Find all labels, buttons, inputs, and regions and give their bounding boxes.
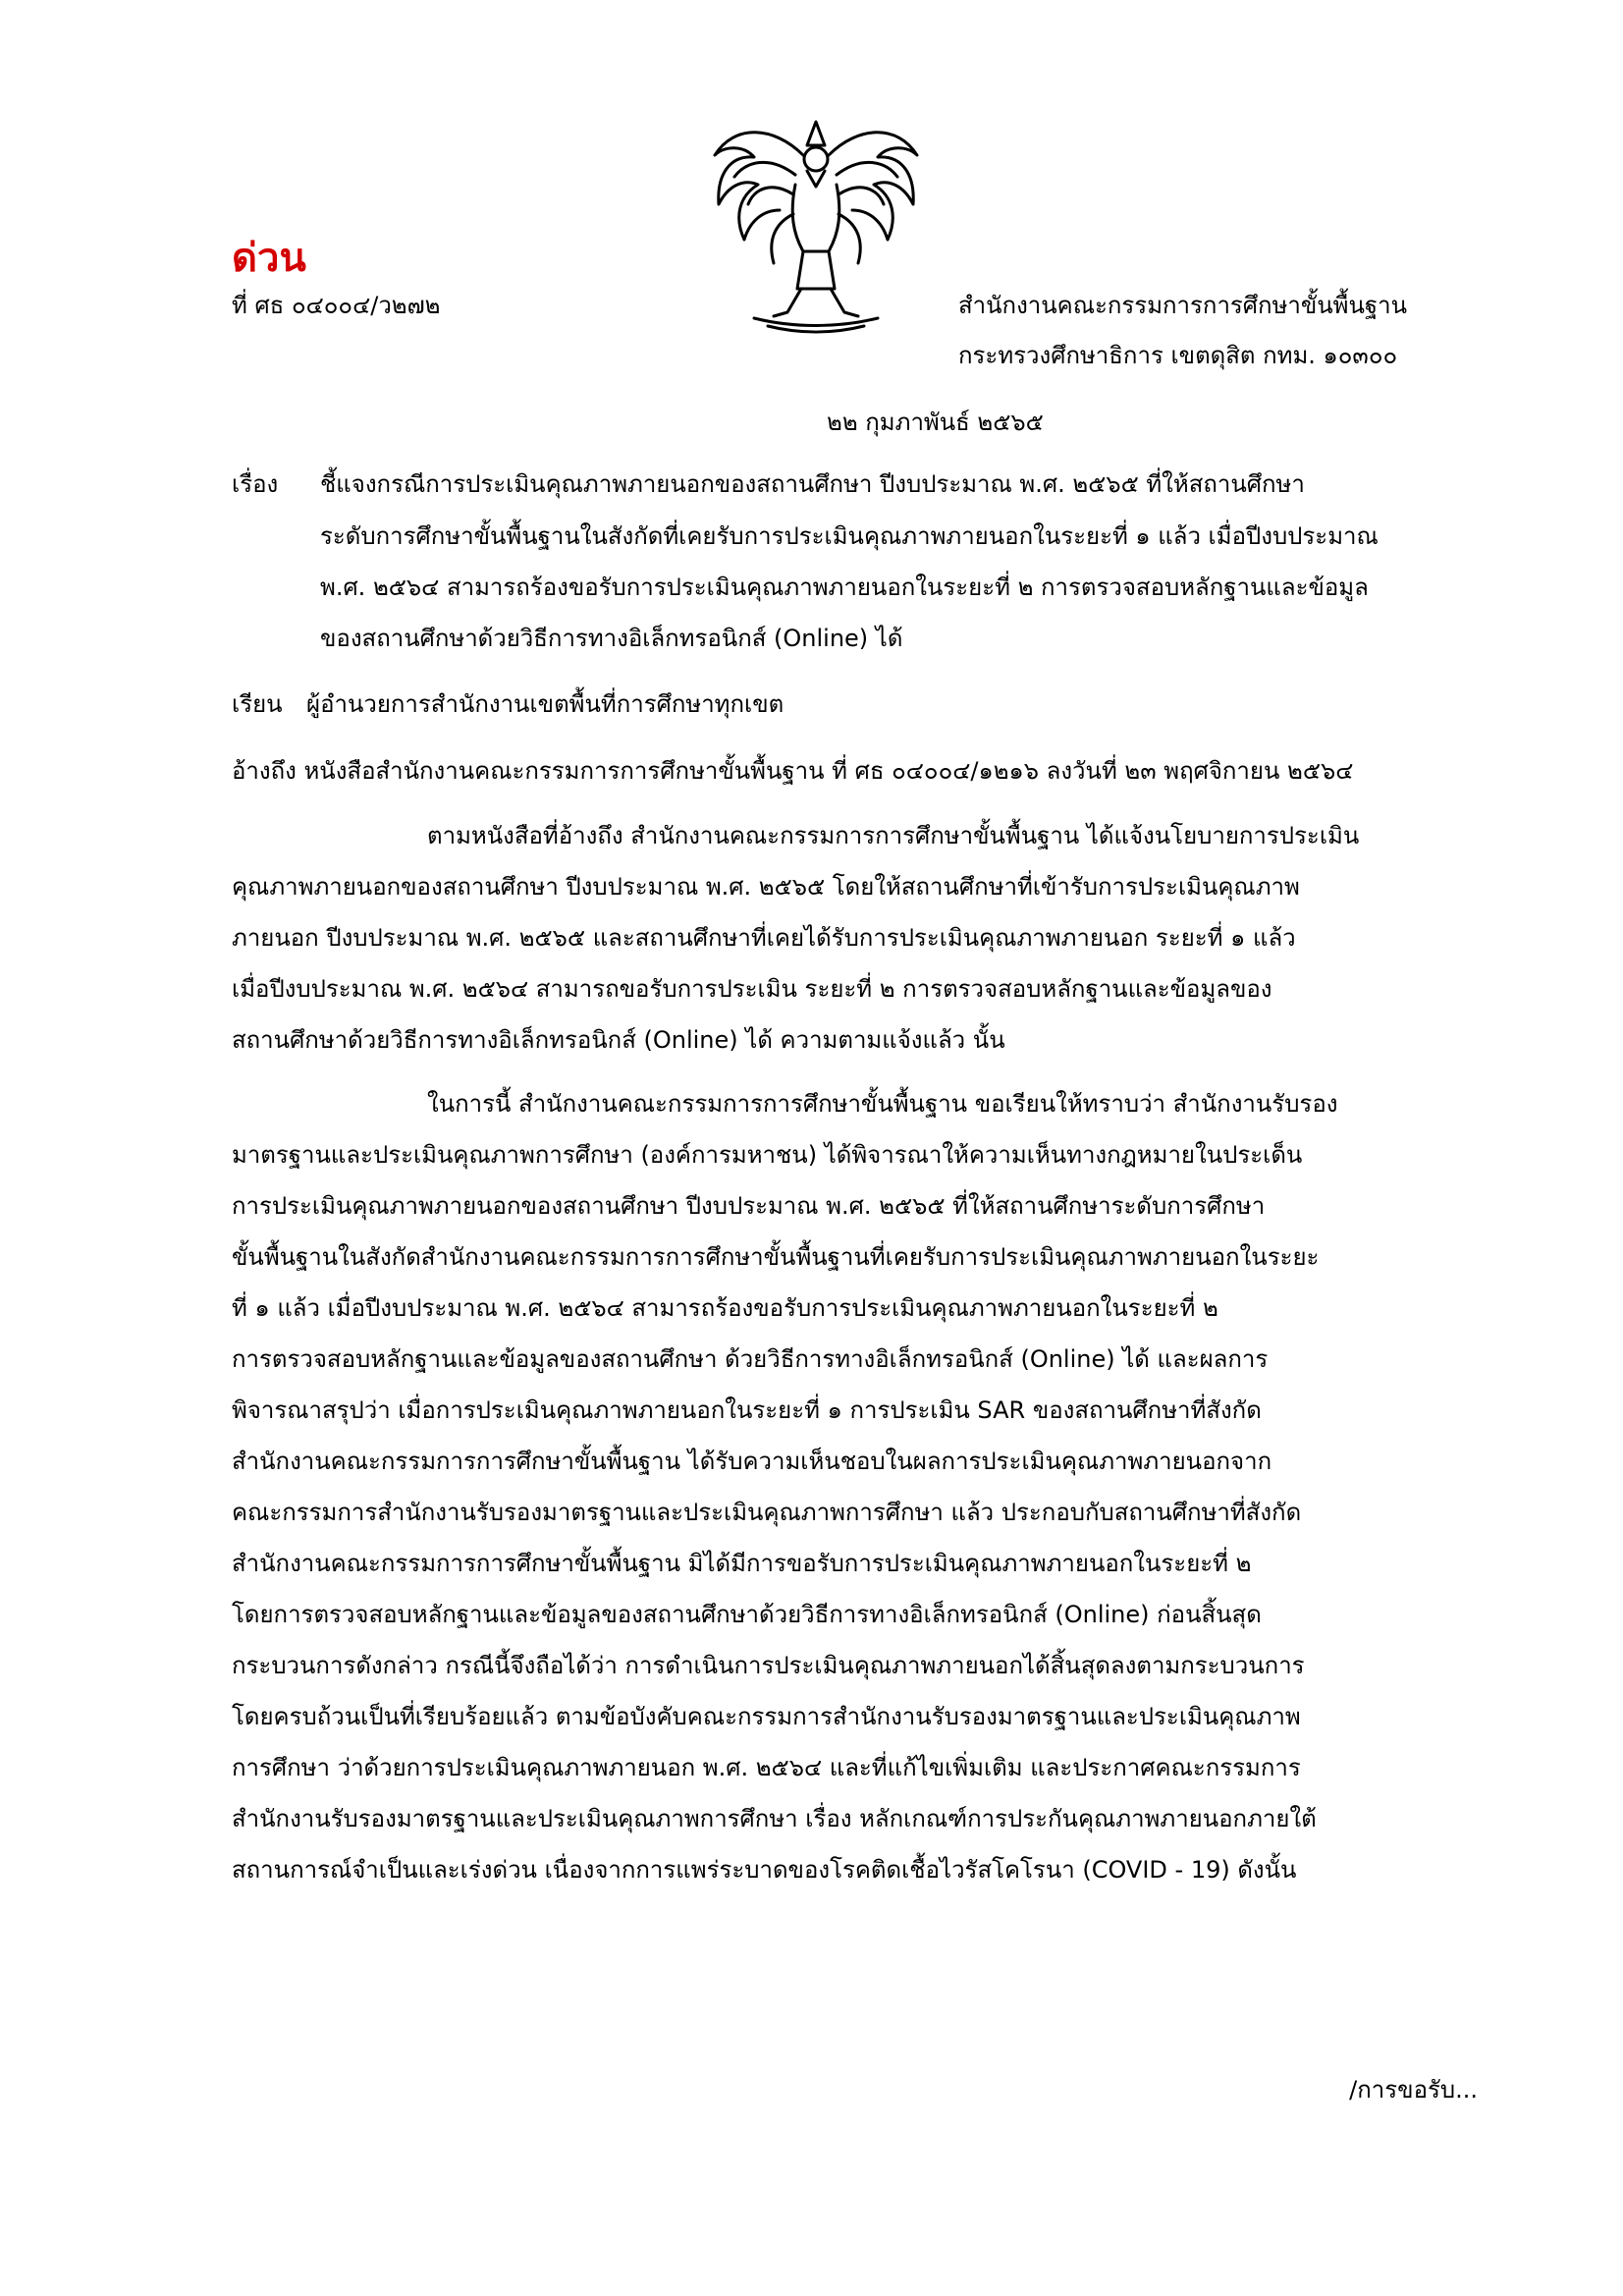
garuda-emblem xyxy=(705,116,927,334)
paragraph-line: ตามหนังสือที่อ้างถึง สำนักงานคณะกรรมการการศึกษาขั้นพื้นฐาน ได้แจ้งนโยบายการประเมิน xyxy=(427,822,1360,849)
paragraph-line: เมื่อปีงบประมาณ พ.ศ. ๒๕๖๔ สามารถขอรับการประเมิน ระยะที่ ๒ การตรวจสอบหลักฐานและข้อมูลของ xyxy=(232,975,1272,1003)
document-date: ๒๒ กุมภาพันธ์ ๒๕๖๕ xyxy=(827,409,1044,436)
paragraph-line: ภายนอก ปีงบประมาณ พ.ศ. ๒๕๖๕ และสถานศึกษาที่เคยได้รับการประเมินคุณภาพภายนอก ระยะที่ ๑ แล้ว xyxy=(232,924,1296,952)
paragraph-line: การตรวจสอบหลักฐานและข้อมูลของสถานศึกษา ด้วยวิธีการทางอิเล็กทรอนิกส์ (Online) ได้ และผลการ xyxy=(232,1345,1269,1373)
paragraph-line: ที่ ๑ แล้ว เมื่อปีงบประมาณ พ.ศ. ๒๕๖๔ สามารถร้องขอรับการประเมินคุณภาพภายนอกในระยะที่ ๒ xyxy=(232,1294,1218,1322)
subject-line: ชี้แจงกรณีการประเมินคุณภาพภายนอกของสถานศึกษา ปีงบประมาณ พ.ศ. ๒๕๖๕ ที่ให้สถานศึกษา xyxy=(320,470,1305,498)
paragraph-line: โดยการตรวจสอบหลักฐานและข้อมูลของสถานศึกษาด้วยวิธีการทางอิเล็กทรอนิกส์ (Online) ก่อนสิ้นสุด xyxy=(232,1601,1262,1628)
paragraph-line: สถานศึกษาด้วยวิธีการทางอิเล็กทรอนิกส์ (Online) ได้ ความตามแจ้งแล้ว นั้น xyxy=(232,1026,1005,1054)
paragraph-line: มาตรฐานและประเมินคุณภาพการศึกษา (องค์การมหาชน) ได้พิจารณาให้ความเห็นทางกฎหมายในประเด็น xyxy=(232,1141,1303,1169)
paragraph-line: สำนักงานรับรองมาตรฐานและประเมินคุณภาพการศึกษา เรื่อง หลักเกณฑ์การประกันคุณภาพภายนอกภายใต้ xyxy=(232,1805,1317,1832)
paragraph-line: การประเมินคุณภาพภายนอกของสถานศึกษา ปีงบประมาณ พ.ศ. ๒๕๖๕ ที่ให้สถานศึกษาระดับการศึกษา xyxy=(232,1192,1266,1220)
paragraph-line: สถานการณ์จำเป็นและเร่งด่วน เนื่องจากการแพร่ระบาดของโรคติดเชื้อไวรัสโคโรนา (COVID - 19) ดังนั้น xyxy=(232,1856,1297,1884)
paragraph-line: ขั้นพื้นฐานในสังกัดสำนักงานคณะกรรมการการศึกษาขั้นพื้นฐานที่เคยรับการประเมินคุณภาพภายนอกในระยะ xyxy=(232,1243,1320,1271)
paragraph-line: โดยครบถ้วนเป็นที่เรียบร้อยแล้ว ตามข้อบังคับคณะกรรมการสำนักงานรับรองมาตรฐานและประเมินคุณภาพ xyxy=(232,1703,1301,1730)
urgent-label: ด่วน xyxy=(232,236,306,281)
paragraph-line: กระบวนการดังกล่าว กรณีนี้จึงถือได้ว่า การดำเนินการประเมินคุณภาพภายนอกได้สิ้นสุดลงตามกระบวนการ xyxy=(232,1652,1305,1679)
issuing-office: สำนักงานคณะกรรมการการศึกษาขั้นพื้นฐาน xyxy=(958,292,1408,319)
paragraph-line: พิจารณาสรุปว่า เมื่อการประเมินคุณภาพภายนอกในระยะที่ ๑ การประเมิน SAR ของสถานศึกษาที่สังกัด xyxy=(232,1396,1262,1424)
subject-line: ระดับการศึกษาขั้นพื้นฐานในสังกัดที่เคยรับการประเมินคุณภาพภายนอกในระยะที่ ๑ แล้ว เมื่อปีงบประมาณ xyxy=(320,522,1379,550)
continuation-marker: /การขอรับ... xyxy=(1349,2076,1478,2104)
office-address: กระทรวงศึกษาธิการ เขตดุสิต กทม. ๑๐๓๐๐ xyxy=(958,342,1398,369)
subject-line: พ.ศ. ๒๕๖๔ สามารถร้องขอรับการประเมินคุณภาพภายนอกในระยะที่ ๒ การตรวจสอบหลักฐานและข้อมูล xyxy=(320,574,1369,601)
paragraph-line: สำนักงานคณะกรรมการการศึกษาขั้นพื้นฐาน มิได้มีการขอรับการประเมินคุณภาพภายนอกในระยะที่ ๒ xyxy=(232,1550,1252,1577)
document-number: ที่ ศธ ๐๔๐๐๔/ว๒๗๒ xyxy=(232,292,441,319)
paragraph-line: ในการนี้ สำนักงานคณะกรรมการการศึกษาขั้นพื้นฐาน ขอเรียนให้ทราบว่า สำนักงานรับรอง xyxy=(427,1090,1338,1118)
paragraph-line: คุณภาพภายนอกของสถานศึกษา ปีงบประมาณ พ.ศ. ๒๕๖๕ โดยให้สถานศึกษาที่เข้ารับการประเมินคุณภาพ xyxy=(232,873,1300,901)
paragraph-line: การศึกษา ว่าด้วยการประเมินคุณภาพภายนอก พ.ศ. ๒๕๖๔ และที่แก้ไขเพิ่มเติม และประกาศคณะกรรมการ xyxy=(232,1754,1301,1781)
subject-label: เรื่อง xyxy=(232,470,279,498)
subject-line: ของสถานศึกษาด้วยวิธีการทางอิเล็กทรอนิกส์ (Online) ได้ xyxy=(320,625,903,652)
recipient-label: เรียน xyxy=(232,690,283,718)
recipient-text: ผู้อำนวยการสำนักงานเขตพื้นที่การศึกษาทุกเขต xyxy=(306,690,784,718)
reference-line: อ้างถึง หนังสือสำนักงานคณะกรรมการการศึกษาขั้นพื้นฐาน ที่ ศธ ๐๔๐๐๔/๑๒๑๖ ลงวันที่ ๒๓ พฤศจิกายน ๒๕๖๔ xyxy=(232,757,1354,785)
paragraph-line: คณะกรรมการสำนักงานรับรองมาตรฐานและประเมินคุณภาพการศึกษา แล้ว ประกอบกับสถานศึกษาที่สังกัด xyxy=(232,1499,1302,1526)
paragraph-line: สำนักงานคณะกรรมการการศึกษาขั้นพื้นฐาน ได้รับความเห็นชอบในผลการประเมินคุณภาพภายนอกจาก xyxy=(232,1448,1272,1475)
